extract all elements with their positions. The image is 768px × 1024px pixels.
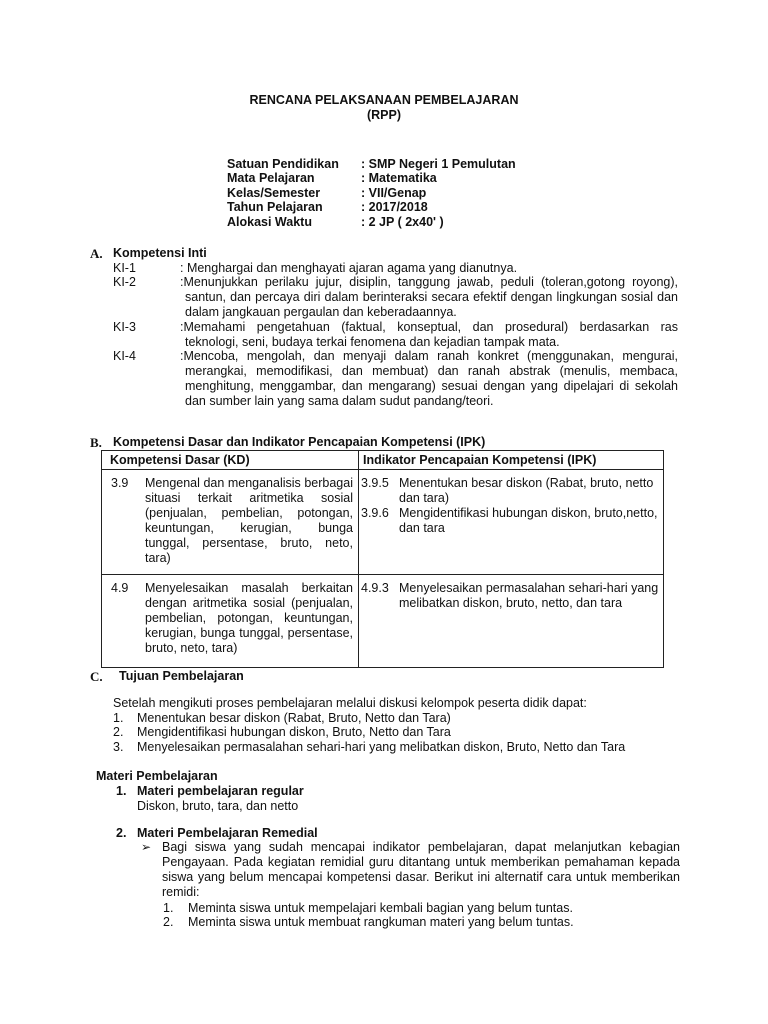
list-number: 1. (113, 711, 124, 725)
section-c-letter: C. (90, 669, 103, 684)
kd-text: Menyelesaikan masalah berkaitan dengan aritmetika sosial (penjualan, pembelian, potongan, keuntungan, kerugian, bunga tunggal, persentase, bruto, neto, tara) (145, 581, 353, 655)
remedial-paragraph: Bagi siswa yang sudah mencapai indikator pembelajaran, dapat melanjutkan kebagian Pengayaan. Pada kegiatan remidial guru ditantang untuk memberikan pemahaman kepada siswa yang belum mencapai kompetensi dasar. Berikut ini alternatif cara untuk memberikan remidi: (162, 840, 680, 899)
identity-value: : SMP Negeri 1 Pemulutan (361, 157, 516, 171)
page-title: RENCANA PELAKSANAAN PEMBELAJARAN (249, 93, 519, 107)
materi-remedial-number: 2. (116, 826, 127, 840)
page-subtitle: (RPP) (366, 108, 402, 122)
identity-value: : VII/Genap (361, 186, 427, 200)
table-row (102, 575, 664, 668)
kd-text: Mengenal dan menganalisis berbagai situasi terkait aritmetika sosial (penjualan, pembelian, potongan, keuntungan, kerugian, bunga tunggal, persentase, bruto, neto, tara) (145, 476, 353, 565)
table-row (102, 470, 664, 575)
materi-remedial-title: Materi Pembelajaran Remedial (137, 826, 318, 840)
ki-text: : Menghargai dan menghayati ajaran agama yang dianutnya. (180, 261, 518, 275)
identity-value: : 2 JP ( 2x40' ) (361, 215, 444, 229)
identity-value: : Matematika (361, 171, 437, 185)
identity-label: Satuan Pendidikan (227, 157, 339, 171)
identity-label: Alokasi Waktu (227, 215, 312, 229)
kd-number: 3.9 (111, 476, 129, 490)
list-number: 3. (113, 740, 124, 754)
identity-label: Tahun Pelajaran (227, 200, 323, 214)
kd-cell (102, 575, 359, 668)
list-number: 1. (163, 901, 174, 915)
materi-regular-number: 1. (116, 784, 127, 798)
table-header-row (102, 451, 664, 470)
ipk-cell (359, 470, 664, 575)
list-item: Mengidentifikasi hubungan diskon, Bruto, Netto dan Tara (137, 725, 451, 739)
list-item: Meminta siswa untuk mempelajari kembali bagian yang belum tuntas. (188, 901, 573, 915)
materi-regular-title: Materi pembelajaran regular (137, 784, 304, 798)
ipk-number: 4.9.3 (361, 581, 389, 595)
ki-code: KI-4 (113, 349, 136, 363)
identity-value: : 2017/2018 (361, 200, 428, 214)
ki-text: :Menunjukkan perilaku jujur, disiplin, tanggung jawab, peduli (toleran,gotong royong), santun, dan percaya diri dalam berinteraksi secara efektif dengan lingkungan sosial dan dalam jangkauan pergaulan dan keberadaannya. (180, 275, 678, 319)
list-item: Menyelesaikan permasalahan sehari-hari yang melibatkan diskon, Bruto, Netto dan Tara (137, 740, 626, 754)
bullet-arrow-icon: ➢ (141, 840, 152, 854)
identity-label: Kelas/Semester (227, 186, 321, 200)
list-item: Meminta siswa untuk membuat rangkuman materi yang belum tuntas. (188, 915, 574, 929)
ipk-cell (359, 575, 664, 668)
ipk-item: 4.9.3 Menyelesaikan permasalahan sehari-hari yang melibatkan diskon, bruto, netto, dan tara (361, 581, 659, 610)
list-number: 2. (163, 915, 174, 929)
ipk-number: 3.9.6 (361, 506, 389, 520)
ki-code: KI-3 (113, 320, 136, 334)
section-c-intro: Setelah mengikuti proses pembelajaran melalui diskusi kelompok peserta didik dapat: (113, 696, 587, 710)
section-b-heading: Kompetensi Dasar dan Indikator Pencapaian Kompetensi (IPK) (113, 435, 486, 449)
section-a-heading: Kompetensi Inti (113, 246, 207, 260)
ki-code: KI-2 (113, 275, 136, 289)
ki-text: :Memahami pengetahuan (faktual, konseptual, dan prosedural) berdasarkan ras teknologi, seni, budaya terkai fenomena dan kejadian tampak mata. (180, 320, 678, 349)
materi-heading: Materi Pembelajaran (96, 769, 218, 783)
section-a-letter: A. (90, 246, 103, 261)
ki-text: :Mencoba, mengolah, dan menyaji dalam ranah konkret (menggunakan, mengurai, merangkai, memodifikasi, dan membuat) dan ranah abstrak (menulis, membaca, menghitung, menggambar, dan mengarang) sesuai dengan yang dipelajari di sekolah dan sumber lain yang sama dalam sudut pandang/teori. (180, 349, 678, 408)
list-item: Menentukan besar diskon (Rabat, Bruto, Netto dan Tara) (137, 711, 451, 725)
ki-code: KI-1 (113, 261, 136, 275)
identity-label: Mata Pelajaran (227, 171, 315, 185)
kd-number: 4.9 (111, 581, 129, 595)
table-header-ipk: Indikator Pencapaian Kompetensi (IPK) (359, 451, 664, 470)
ipk-item: 3.9.6 Mengidentifikasi hubungan diskon, bruto,netto, dan tara (361, 506, 658, 535)
ipk-number: 3.9.5 (361, 476, 389, 490)
section-b-letter: B. (90, 435, 102, 450)
kd-ipk-table (101, 450, 664, 668)
table-header-kd: Kompetensi Dasar (KD) (102, 451, 359, 470)
list-number: 2. (113, 725, 124, 739)
section-c-heading: Tujuan Pembelajaran (119, 669, 244, 683)
materi-regular-text: Diskon, bruto, tara, dan netto (137, 799, 299, 813)
ipk-item: 3.9.5 Menentukan besar diskon (Rabat, bruto, netto dan tara) (361, 476, 654, 505)
kd-cell (102, 470, 359, 575)
